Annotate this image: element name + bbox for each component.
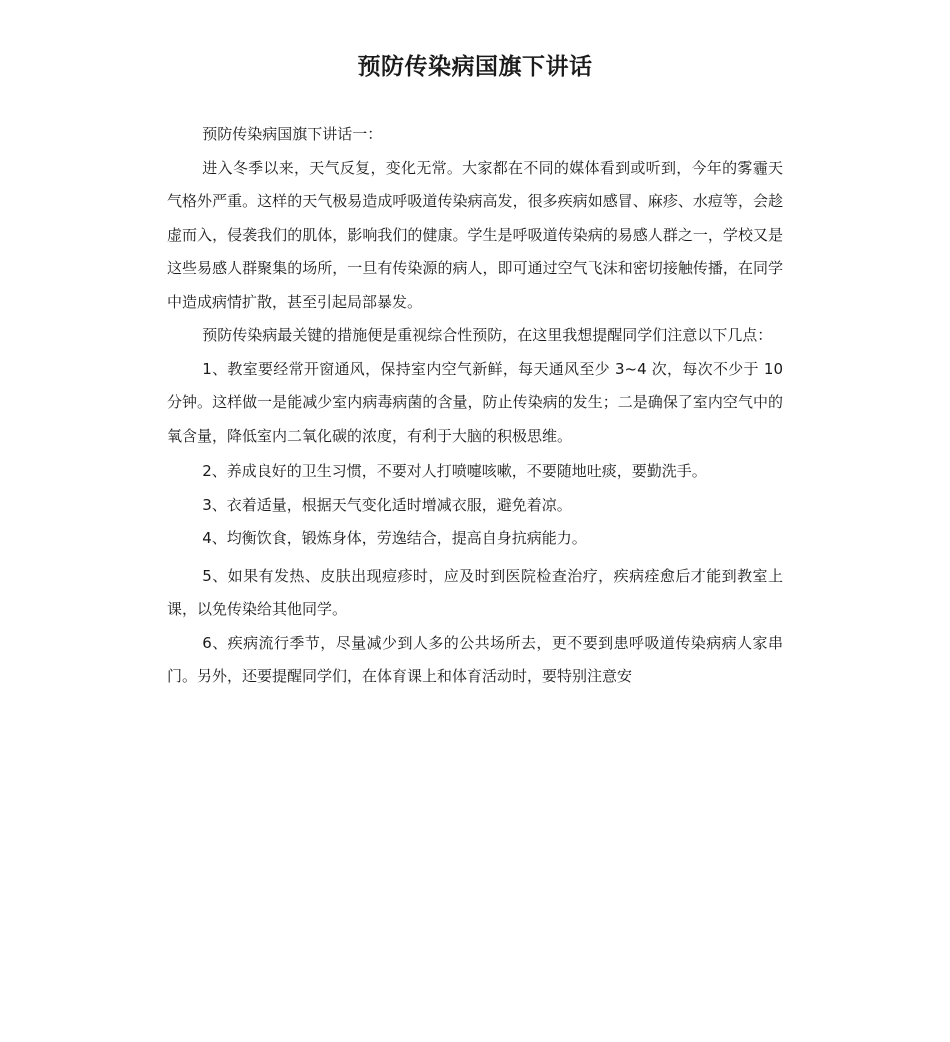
page-title: 预防传染病国旗下讲话 <box>357 54 593 80</box>
tip-paragraph-5: 5、如果有发热、皮肤出现痘疹时，应及时到医院检查治疗，疾病痊愈后才能到教室上课，以免传染给其他同学。 <box>167 566 783 618</box>
tip-paragraph-3: 3、衣着适量，根据天气变化适时增减衣服，避免着凉。 <box>202 495 572 514</box>
subtitle-paragraph: 预防传染病国旗下讲话一： <box>202 125 383 143</box>
document-body <box>167 118 783 694</box>
tip-paragraph-6: 6、疾病流行季节，尽量减少到人多的公共场所去，更不要到患呼吸道传染病病人家串门。另外，还要提醒同学们，在体育课上和体育活动时，要特别注意安 <box>167 633 783 685</box>
prevention-intro-paragraph: 预防传染病最关键的措施便是重视综合性预防，在这里我想提醒同学们注意以下几点： <box>202 326 773 344</box>
tip-paragraph-1: 1、教室要经常开窗通风，保持室内空气新鲜，每天通风至少 3~4 次，每次不少于 10 分钟。这样做一是能减少室内病毒病菌的含量，防止传染病的发生；二是确保了室内空气中的氧含量，降低室内二氧化碳的浓度，有利于大脑的积极思维。 <box>167 359 783 445</box>
intro-paragraph: 进入冬季以来，天气反复，变化无常。大家都在不同的媒体看到或听到，今年的雾霾天气格外严重。这样的天气极易造成呼吸道传染病高发，很多疾病如感冒、麻疹、水痘等，会趁虚而入，侵袭我们的肌体，影响我们的健康。学生是呼吸道传染病的易感人群之一，学校又是这些易感人群聚集的场所，一旦有传染源的病人，即可通过空气飞沫和密切接触传播，在同学中造成病情扩散，甚至引起局部暴发。 <box>167 158 783 311</box>
tip-paragraph-2: 2、养成良好的卫生习惯，不要对人打喷嚏咳嗽，不要随地吐痰，要勤洗手。 <box>202 462 707 480</box>
tip-paragraph-4: 4、均衡饮食，锻炼身体，劳逸结合，提高自身抗病能力。 <box>202 529 587 547</box>
